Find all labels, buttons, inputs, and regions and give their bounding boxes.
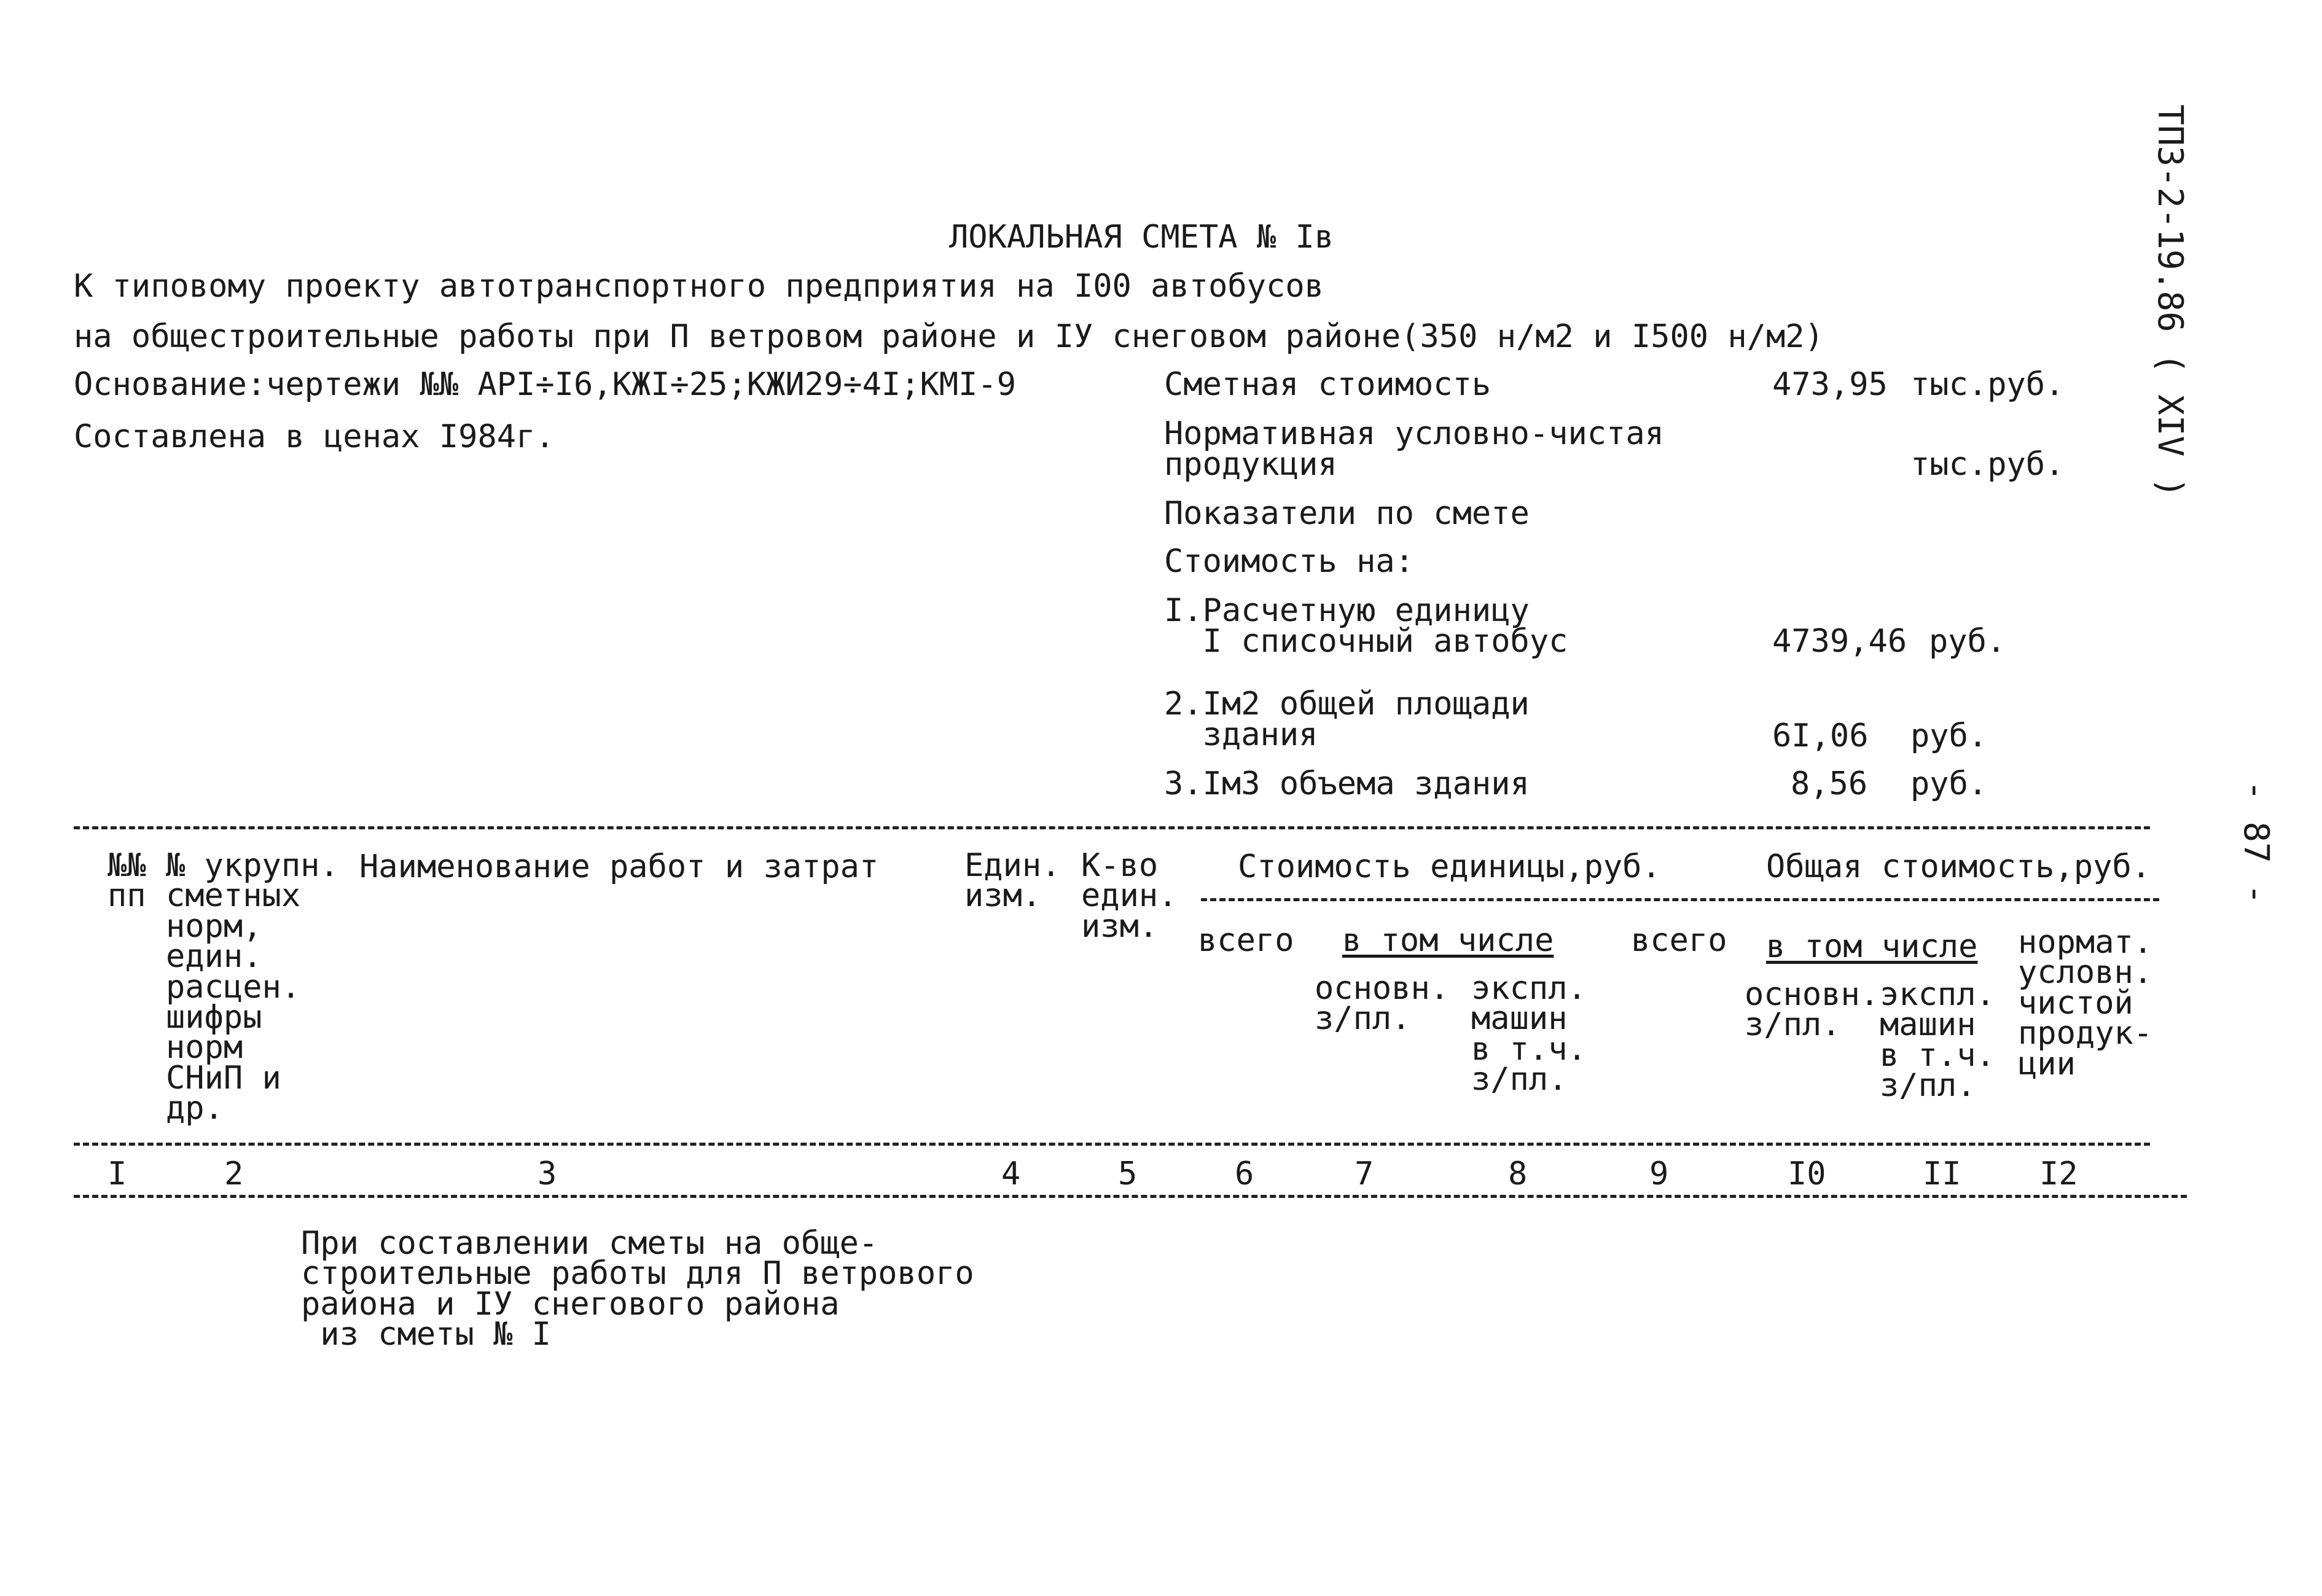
indicator-2-unit: руб. (1910, 718, 1988, 754)
column-number: II (1923, 1156, 1961, 1192)
header-total-cost-including: в том числе (1766, 928, 1978, 965)
estimate-cost-label: Сметная стоимость (1164, 366, 1491, 403)
indicators-heading: Показатели по смете (1164, 495, 1530, 532)
side-document-code: ТП3-2-19.86 ( XIV ) (2150, 104, 2190, 498)
cost-on-heading: Стоимость на: (1164, 543, 1414, 580)
header-total-cost-machines: экспл. машин в т.ч. з/пл. (1880, 976, 1995, 1105)
table-top-rule (74, 826, 2150, 829)
header-unit-cost-including: в том числе (1342, 922, 1554, 959)
column-number: I2 (2039, 1156, 2078, 1192)
header-total-cost-total: всего (1631, 922, 1727, 959)
column-number: 6 (1235, 1156, 1254, 1192)
intro-line-2: на общестроительные работы при П ветровом районе и IУ снеговом районе(350 н/м2 и I500 н/м2) (74, 318, 1824, 355)
header-bottom-rule (74, 1143, 2150, 1146)
header-quantity: К-во един. изм. (1081, 847, 1178, 945)
header-unit-cost-basic-wage: основн. з/пл. (1315, 970, 1450, 1038)
intro-line-1: К типовому проекту автотранспортного предприятия на I00 автобусов (74, 268, 1324, 305)
prices-line: Составлена в ценах I984г. (74, 418, 555, 455)
column-number: 9 (1649, 1156, 1669, 1192)
column-number: 2 (224, 1156, 244, 1192)
header-unit: Един. изм. (964, 847, 1061, 915)
normative-label-2: продукция (1164, 446, 1337, 483)
indicator-1-label-2: I списочный автобус (1164, 623, 1568, 660)
column-number: 5 (1118, 1156, 1138, 1192)
document-title: ЛОКАЛЬНАЯ СМЕТА № Iв (949, 219, 1334, 256)
indicator-1-unit: руб. (1929, 623, 2006, 660)
indicator-1-value: 4739,46 (1772, 623, 1907, 660)
unit-cost-subrule (1201, 898, 2159, 901)
header-pp: №№ пп (108, 847, 146, 915)
basis-line: Основание:чертежи №№ API÷I6,КЖI÷25;КЖИ29÷4I;КМI-9 (74, 366, 1017, 403)
estimate-cost-unit: тыс.руб. (1910, 366, 2065, 403)
indicator-1-label-1: I.Расчетную единицу (1164, 592, 1530, 629)
header-work-name: Наименование работ и затрат (359, 848, 879, 885)
indicator-2-label-2: здания (1164, 716, 1318, 753)
header-unit-cost-machines: экспл. машин в т.ч. з/пл. (1471, 970, 1587, 1098)
column-numbers-rule (74, 1195, 2187, 1198)
indicator-3-value: 8,56 (1791, 765, 1868, 802)
header-unit-cost-total: всего (1198, 922, 1294, 959)
column-number: 4 (1001, 1156, 1021, 1192)
header-norms: № укрупн. сметных норм, един. расцен. шифры норм СНиП и др. (166, 847, 339, 1127)
estimate-cost-value: 473,95 (1772, 366, 1888, 403)
column-number: I0 (1788, 1156, 1826, 1192)
column-number: 8 (1508, 1156, 1528, 1192)
header-total-cost: Общая стоимость,руб. (1766, 848, 2151, 885)
normative-label-1: Нормативная условно-чистая (1164, 415, 1664, 452)
column-number: 7 (1354, 1156, 1374, 1192)
note-text: При составлении сметы на обще- строительные работы для П ветрового района и IУ снегового района из сметы № I (301, 1225, 974, 1353)
column-number: 3 (538, 1156, 557, 1192)
normative-unit: тыс.руб. (1910, 446, 2065, 483)
header-total-cost-basic-wage: основн. з/пл. (1745, 976, 1880, 1044)
indicator-3-label: 3.Iм3 объема здания (1164, 765, 1530, 802)
header-normative-product: нормат. условн. чистой продук- ции (2018, 924, 2153, 1082)
indicator-2-value: 6I,06 (1772, 718, 1869, 754)
column-number: I (108, 1156, 127, 1192)
page-number: - 87 - (2236, 780, 2276, 905)
header-unit-cost: Стоимость единицы,руб. (1238, 848, 1661, 885)
indicator-2-label-1: 2.Iм2 общей площади (1164, 686, 1530, 722)
indicator-3-unit: руб. (1910, 765, 1988, 802)
